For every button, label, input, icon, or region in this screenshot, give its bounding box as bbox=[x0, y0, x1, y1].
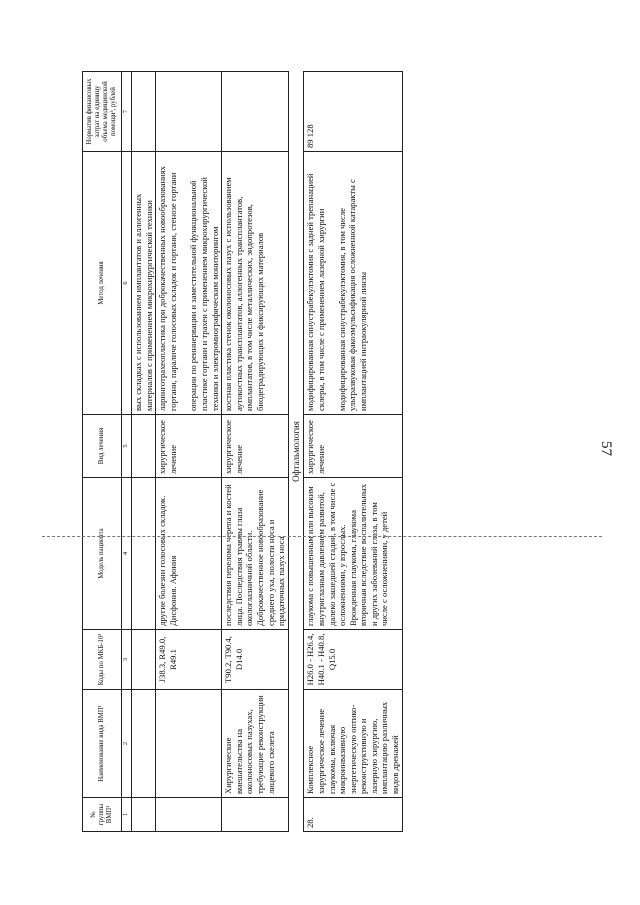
group-number: 28. bbox=[304, 798, 402, 832]
patient-model: глаукома с повышенным или высоким внутриглазным давлением развитой, далеко зашедшей стадии, в том числе с осложнениями, у взрослых. Врожденная глаукома, глаукома вторичная вследствие воспалительных и других заболеваний глаза, в том числе с осложнениями, у детей bbox=[304, 478, 402, 630]
col-num-3: 3 bbox=[122, 630, 132, 690]
treatment-methods bbox=[156, 152, 222, 415]
header-treatment-type: Вид лечения bbox=[83, 415, 122, 478]
header-treatment-method: Метод лечения bbox=[83, 152, 122, 415]
col-num-5: 5 bbox=[122, 415, 132, 478]
icd-codes: H26.0 - H26.4, H40.1 - H40.8, Q15.0 bbox=[304, 630, 402, 690]
treatment-method: вых складках с использованием имплантатов и аллогенных материалов с применением микрохирургической техники bbox=[133, 193, 154, 411]
vmp-name bbox=[156, 690, 222, 798]
treatment-method: модифицированная синустрабекулэктомия с задней трепанацией склеры, в том числе с применением лазерной хирургии bbox=[305, 173, 326, 411]
treatment-method: модифицированная синустрабекулэктомия, в том числе ультразвуковая факоэмульсификация осложненной катаракты с имплантацией интраокулярной линзы bbox=[336, 179, 368, 411]
treatment-methods bbox=[222, 152, 289, 415]
treatment-method: ларинготрахеопластика при доброкачественных новообразованиях гортани, параличе голосовых складок и гортани, стенозе гортани bbox=[157, 166, 178, 411]
header-icd-codes: Коды по МКБ-10² bbox=[83, 630, 122, 690]
cost-norm: 89 128 bbox=[304, 72, 402, 152]
header-vmp-name: Наименование вида ВМП¹ bbox=[83, 690, 122, 798]
cost-norm bbox=[132, 72, 156, 152]
vmp-name: Комплексное хирургическое лечение глаукомы, включая микроинвазивную энергетическую оптико-реконструктивную и лазерную хирургию, имплантацию различных видов дренажей bbox=[304, 690, 402, 798]
treatment-type: хирургическое лечение bbox=[304, 415, 402, 478]
group-number bbox=[132, 798, 156, 832]
table-row bbox=[222, 72, 289, 832]
patient-model: последствия перелома черепа и костей лица. Последствия травмы глаза окологлазничной области. Доброкачественное новообразование среднего уха, полости носа и придаточных пазух носа bbox=[222, 478, 289, 630]
icd-codes bbox=[132, 630, 156, 690]
table-header-row bbox=[83, 72, 122, 832]
vmp-name: Хирургические вмешательства на околоносовых пазухах, требующие реконструкции лицевого скелета bbox=[222, 690, 289, 798]
cost-norm bbox=[156, 72, 222, 152]
icd-codes: T90.2, T90.4, D14.0 bbox=[222, 630, 289, 690]
patient-model: другие болезни голосовых складок. Дисфония. Афония bbox=[156, 478, 222, 630]
section-row bbox=[288, 72, 304, 832]
vmp-name bbox=[132, 690, 156, 798]
treatment-type: хирургическое лечение bbox=[222, 415, 289, 478]
page-number: 57 bbox=[598, 441, 614, 456]
col-num-2: 2 bbox=[122, 690, 132, 798]
col-num-7: 7 bbox=[122, 72, 132, 152]
treatment-type bbox=[132, 415, 156, 478]
col-num-6: 6 bbox=[122, 152, 132, 415]
section-title: Офтальмология bbox=[288, 72, 304, 832]
group-number bbox=[156, 798, 222, 832]
table-row bbox=[156, 72, 222, 832]
header-cost-norm: Норматив финансовых затрат на единицу объема медицинской помощи³, рублей bbox=[83, 72, 122, 152]
table-row bbox=[304, 72, 402, 832]
column-number-row bbox=[122, 72, 132, 832]
table-row bbox=[132, 72, 156, 832]
icd-codes: J38.3, R49.0, R49.1 bbox=[156, 630, 222, 690]
patient-model bbox=[132, 478, 156, 630]
rotated-page-content bbox=[82, 72, 602, 832]
col-num-4: 4 bbox=[122, 478, 132, 630]
treatment-method: костная пластика стенок околоносовых пазух с использованием аутокостных трансплантатов, аллогенных трансплантатов, имплантатов, в том числе металлических, эндопротезов, биодеградирующих и фиксирующих материалов bbox=[223, 177, 265, 411]
header-group-number: № группы ВМП¹ bbox=[83, 798, 122, 832]
treatment-method: операции по реиннервации и заместительной функциональной пластике гортани и трахеи с применением микрохирургической техники и электромиографическим мониторингом bbox=[188, 177, 220, 411]
treatment-methods bbox=[132, 152, 156, 415]
scan-fold-line bbox=[42, 536, 602, 537]
header-patient-model: Модель пациента bbox=[83, 478, 122, 630]
group-number bbox=[222, 798, 289, 832]
col-num-1: 1 bbox=[122, 798, 132, 832]
treatment-type: хирургическое лечение bbox=[156, 415, 222, 478]
vmp-table bbox=[82, 71, 403, 832]
treatment-methods bbox=[304, 152, 402, 415]
cost-norm bbox=[222, 72, 289, 152]
